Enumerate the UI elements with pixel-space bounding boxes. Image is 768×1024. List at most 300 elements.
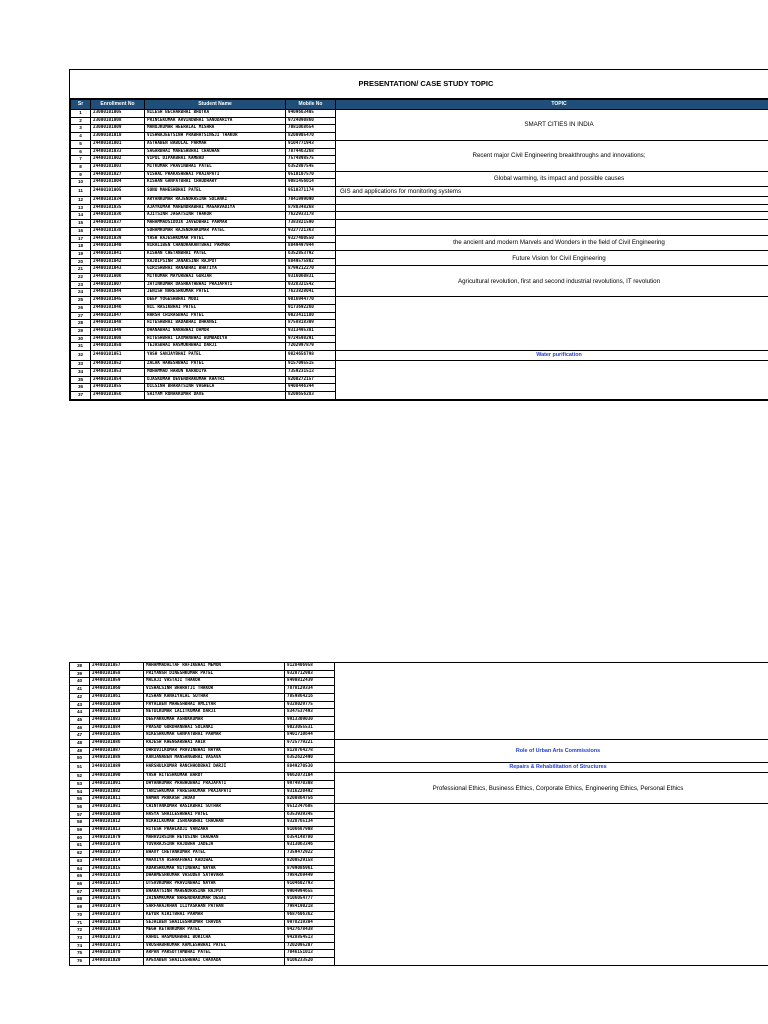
row-student-name: KEYUR KIRITBHAI PARMAR bbox=[144, 911, 285, 919]
row-student-name: PAYALBEN MAHESHBHAI AMLIYAR bbox=[144, 701, 285, 709]
row-sr: 34 bbox=[71, 368, 91, 376]
row-mobile-no: 9724598291 bbox=[286, 335, 336, 343]
row-enrollment-no: 24400101054 bbox=[91, 376, 145, 384]
row-student-name: DEEPAKKUMAR ASHOKKUMAR bbox=[144, 716, 285, 724]
row-enrollment-no: 24400101036 bbox=[91, 212, 145, 220]
row-sr: 48 bbox=[70, 740, 90, 748]
row-student-name: DHANABHAI NANABHAI DAMOR bbox=[145, 327, 286, 335]
row-student-name: SAIYAM RONAKKUMAR DAVE bbox=[145, 391, 286, 399]
topic-cell: Agricultural revolution, first and second industrial revolutions, IT revolution bbox=[336, 266, 768, 297]
row-enrollment-no: 24400101071 bbox=[90, 942, 144, 950]
row-mobile-no: 9512347605 bbox=[285, 803, 335, 811]
topic-cell bbox=[336, 204, 768, 212]
row-mobile-no: 9328321542 bbox=[286, 281, 336, 289]
row-student-name: KISHAN KANAIYALAL SUTHAR bbox=[144, 693, 285, 701]
row-sr: 12 bbox=[71, 197, 91, 205]
row-student-name: DEEP YOGESHBHAI MODI bbox=[145, 297, 286, 305]
row-sr: 55 bbox=[70, 796, 90, 804]
row-enrollment-no: 24400101003 bbox=[91, 163, 145, 171]
row-student-name: SAGARBHAI MAHESHBHAI CHAUHAN bbox=[145, 148, 286, 156]
row-student-name: NIKHILKUMAR ISHVARBHAI CHAUHAN bbox=[144, 819, 285, 827]
row-enrollment-no: 24400101073 bbox=[90, 911, 144, 919]
row-enrollment-no: 24400101014 bbox=[90, 857, 144, 865]
row-enrollment-no: 24400101009 bbox=[90, 701, 144, 709]
row-mobile-no: 7359231513 bbox=[286, 368, 336, 376]
row-student-name: DHYANKUMAR PRABHUBHAI PRAJAPATI bbox=[144, 780, 285, 788]
row-mobile-no: 9023055531 bbox=[285, 724, 335, 732]
row-sr: 20 bbox=[71, 258, 91, 266]
row-student-name: ZALAK HARESHBHAI PATEL bbox=[145, 361, 286, 369]
topic-cell bbox=[336, 297, 768, 351]
row-sr: 17 bbox=[71, 235, 91, 243]
row-student-name: MOHAMMAD HARUN KARADIYA bbox=[145, 368, 286, 376]
table-row bbox=[71, 197, 768, 205]
row-student-name: SEJALBEN SHAILESHKUMAR CHAVDA bbox=[144, 919, 285, 927]
row-mobile-no: 7622933178 bbox=[286, 212, 336, 220]
row-student-name: VISHAL PRAKASHBHAI PRAJAPATI bbox=[145, 171, 286, 179]
table-row bbox=[71, 266, 768, 274]
row-mobile-no: 9904994655 bbox=[285, 888, 335, 896]
sheet-title: PRESENTATION/ CASE STUDY TOPIC bbox=[70, 70, 768, 99]
row-mobile-no: 7383821590 bbox=[286, 220, 336, 228]
topic-cell bbox=[336, 197, 768, 205]
row-mobile-no: 9913309030 bbox=[285, 716, 335, 724]
row-sr: 62 bbox=[70, 850, 90, 858]
row-mobile-no: 8200905470 bbox=[286, 133, 336, 141]
row-mobile-no: 7081068654 bbox=[286, 125, 336, 133]
row-student-name: KANJANABEN MANSANGBHAI VASAVA bbox=[144, 755, 285, 763]
row-sr: 32 bbox=[71, 351, 91, 361]
topic-cell bbox=[336, 212, 768, 220]
row-enrollment-no: 24400101019 bbox=[90, 927, 144, 935]
row-student-name: SARFARAJKHAN ILIYASKHAN PATHAN bbox=[144, 904, 285, 912]
row-sr: 66 bbox=[70, 880, 90, 888]
row-sr: 7 bbox=[71, 156, 91, 164]
row-sr: 18 bbox=[71, 243, 91, 251]
row-sr: 74 bbox=[70, 942, 90, 950]
row-student-name: MITKUMAR MAYURBHAI GURJAR bbox=[145, 274, 286, 282]
row-student-name: HITESHBHAI BADABHAI DHRANGI bbox=[145, 320, 286, 328]
row-enrollment-no: 24400101087 bbox=[90, 747, 144, 755]
row-enrollment-no: 24400101082 bbox=[90, 788, 144, 796]
row-mobile-no: 8128764278 bbox=[285, 747, 335, 755]
row-mobile-no: 7041999090 bbox=[286, 197, 336, 205]
row-mobile-no: 7202095207 bbox=[285, 942, 335, 950]
row-enrollment-no: 24400101075 bbox=[90, 896, 144, 904]
row-sr: 14 bbox=[71, 212, 91, 220]
row-enrollment-no: 24400101010 bbox=[90, 709, 144, 717]
row-sr: 71 bbox=[70, 919, 90, 927]
topic-cell: Professional Ethics, Business Ethics, Corporate Ethics, Engineering Ethics, Personal Ethics bbox=[335, 773, 768, 804]
row-mobile-no: 7878129334 bbox=[285, 686, 335, 694]
row-sr: 13 bbox=[71, 204, 91, 212]
row-sr: 38 bbox=[70, 663, 90, 671]
row-sr: 59 bbox=[70, 827, 90, 835]
row-mobile-no: 9327721363 bbox=[286, 227, 336, 235]
row-enrollment-no: 24400101011 bbox=[90, 796, 144, 804]
row-mobile-no: 8200272157 bbox=[286, 376, 336, 384]
topic-cell: the ancient and modern Marvels and Wonders in the field of Civil Engineering bbox=[336, 235, 768, 250]
row-mobile-no: 7623828041 bbox=[286, 289, 336, 297]
row-enrollment-no: 24400101040 bbox=[91, 243, 145, 251]
row-enrollment-no: 24400101043 bbox=[91, 266, 145, 274]
table-row bbox=[71, 187, 768, 197]
topic-cell: SMART CITIES IN INDIA bbox=[336, 110, 768, 141]
row-enrollment-no: 24400101086 bbox=[90, 740, 144, 748]
row-enrollment-no: 24400101046 bbox=[91, 304, 145, 312]
row-student-name: UTSAVKUMAR PRAVINBHAI NAYAK bbox=[144, 880, 285, 888]
row-student-name: RAJDIPSINH JANAKSINH RAJPUT bbox=[145, 258, 286, 266]
row-student-name: TANISHKUMAR PARESHKUMAR PRAJAPATI bbox=[144, 788, 285, 796]
row-student-name: NIKESHKUMAR GANPATBHAI PARMAR bbox=[144, 732, 285, 740]
row-mobile-no: 6352853792 bbox=[286, 250, 336, 258]
table-row bbox=[71, 220, 768, 228]
row-mobile-no: 9724090860 bbox=[286, 117, 336, 125]
row-student-name: YASH HITESHKUMAR BAROT bbox=[144, 773, 285, 781]
row-enrollment-no: 24400101061 bbox=[90, 693, 144, 701]
row-mobile-no: 9510107570 bbox=[286, 171, 336, 179]
row-enrollment-no: 24400101039 bbox=[91, 235, 145, 243]
row-student-name: CHINTANKUMAR RASIKBHAI SUTHAR bbox=[144, 803, 285, 811]
row-student-name: JATINKUMAR DASHRATHBHAI PRAJAPATI bbox=[145, 281, 286, 289]
row-sr: 30 bbox=[71, 335, 91, 343]
row-student-name: MAHAMMADSIDDIK JAVEDBHAI PARMAR bbox=[145, 220, 286, 228]
table-row bbox=[71, 297, 768, 305]
row-mobile-no: 8849270530 bbox=[285, 763, 335, 773]
row-student-name: MAAVIYA ASHRAFBHAI KADIWAL bbox=[144, 857, 285, 865]
table-row bbox=[70, 763, 768, 773]
row-enrollment-no: 24400101034 bbox=[91, 197, 145, 205]
row-mobile-no: 8347537493 bbox=[285, 709, 335, 717]
row-enrollment-no: 24400101060 bbox=[90, 686, 144, 694]
row-sr: 56 bbox=[70, 803, 90, 811]
row-enrollment-no: 24400101053 bbox=[91, 368, 145, 376]
row-sr: 61 bbox=[70, 842, 90, 850]
table-row bbox=[70, 773, 768, 781]
row-mobile-no: 7574898575 bbox=[286, 156, 336, 164]
topic-cell: Water purification bbox=[336, 351, 768, 361]
row-enrollment-no: 23000101009 bbox=[91, 125, 145, 133]
row-mobile-no: 6352807545 bbox=[286, 163, 336, 171]
row-student-name: HASYA SHAILESHBHAI PATEL bbox=[144, 811, 285, 819]
row-sr: 29 bbox=[71, 327, 91, 335]
row-student-name: MALAJI VASTAJI THAKOR bbox=[144, 678, 285, 686]
row-mobile-no: 8200864756 bbox=[285, 796, 335, 804]
row-enrollment-no: 24400101004 bbox=[91, 179, 145, 187]
row-enrollment-no: 24400101080 bbox=[90, 811, 144, 819]
row-sr: 53 bbox=[70, 780, 90, 788]
row-sr: 46 bbox=[70, 724, 90, 732]
row-mobile-no: 8128406958 bbox=[285, 663, 335, 671]
row-student-name: YUVARAJSINH RAJUBHA JADEJA bbox=[144, 842, 285, 850]
row-mobile-no: 7859864216 bbox=[285, 693, 335, 701]
topic-cell: Role of Urban Arts Commissions bbox=[335, 740, 768, 763]
row-student-name: MEGH KETANKUMAR PATEL bbox=[144, 927, 285, 935]
row-mobile-no: 8490812439 bbox=[285, 678, 335, 686]
row-student-name: OJASKUMAR DEVENDRAKUMAR KHATRI bbox=[145, 376, 286, 384]
row-mobile-no: 6353939345 bbox=[285, 811, 335, 819]
row-enrollment-no: 24400101055 bbox=[91, 384, 145, 392]
row-mobile-no: 9408446344 bbox=[286, 384, 336, 392]
row-sr: 11 bbox=[71, 187, 91, 197]
row-enrollment-no: 24400101058 bbox=[90, 670, 144, 678]
row-student-name: NETULKUMAR LALITKUMAR DARJI bbox=[144, 709, 285, 717]
header-enrollment: Enrollment No bbox=[91, 100, 145, 110]
row-mobile-no: 9328712903 bbox=[285, 670, 335, 678]
row-sr: 23 bbox=[71, 281, 91, 289]
row-mobile-no: 9662073104 bbox=[285, 773, 335, 781]
topic-sheet-page-1 bbox=[69, 69, 768, 401]
row-enrollment-no: 24400101051 bbox=[91, 351, 145, 361]
row-mobile-no: 7202997879 bbox=[286, 343, 336, 351]
row-enrollment-no: 24400101047 bbox=[91, 312, 145, 320]
row-enrollment-no: 24400101049 bbox=[91, 327, 145, 335]
row-student-name: HARSHULKUMAR RANCHHODBHAI DARJI bbox=[144, 763, 285, 773]
row-student-name: NIRALIBEN CHANDRAKANTBHAI PARMAR bbox=[145, 243, 286, 251]
row-sr: 35 bbox=[71, 376, 91, 384]
row-mobile-no: 7984269449 bbox=[285, 873, 335, 881]
table-row bbox=[71, 171, 768, 179]
row-student-name: NIL RASIKBHAI PATEL bbox=[145, 304, 286, 312]
row-sr: 60 bbox=[70, 834, 90, 842]
row-sr: 58 bbox=[70, 819, 90, 827]
row-sr: 57 bbox=[70, 811, 90, 819]
row-enrollment-no: 24400101033 bbox=[91, 148, 145, 156]
row-student-name: HARSH CHIRAGBHAI PATEL bbox=[145, 312, 286, 320]
row-enrollment-no: 24400101057 bbox=[90, 663, 144, 671]
row-sr: 1 bbox=[71, 110, 91, 118]
row-sr: 68 bbox=[70, 896, 90, 904]
row-sr: 64 bbox=[70, 865, 90, 873]
topic-cell: GIS and applications for monitoring systems bbox=[336, 187, 768, 197]
row-sr: 69 bbox=[70, 904, 90, 912]
row-mobile-no: 7046151013 bbox=[285, 950, 335, 958]
row-student-name: VIPUL DIPAKBHAI KAMBAD bbox=[145, 156, 286, 164]
row-mobile-no: 9173692260 bbox=[286, 304, 336, 312]
row-mobile-no: 8200529158 bbox=[285, 857, 335, 865]
row-sr: 43 bbox=[70, 701, 90, 709]
row-sr: 76 bbox=[70, 958, 90, 966]
row-mobile-no: 9316060831 bbox=[286, 274, 336, 282]
row-enrollment-no: 23000101005 bbox=[91, 110, 145, 118]
row-enrollment-no: 24400101056 bbox=[91, 391, 145, 399]
row-student-name: ARPAN PARSOTTAMBHAI PATEL bbox=[144, 950, 285, 958]
row-sr: 19 bbox=[71, 250, 91, 258]
row-sr: 6 bbox=[71, 148, 91, 156]
row-student-name: DILSINH BHARATSINH VAGHELA bbox=[145, 384, 286, 392]
row-sr: 25 bbox=[71, 297, 91, 305]
row-enrollment-no: 24400101041 bbox=[91, 250, 145, 258]
row-sr: 37 bbox=[71, 391, 91, 399]
row-mobile-no: 7359472922 bbox=[285, 850, 335, 858]
row-mobile-no: 6354148780 bbox=[285, 834, 335, 842]
student-topic-table bbox=[70, 99, 768, 400]
row-student-name: YASH SANJAYBHAI PATEL bbox=[145, 351, 286, 361]
row-student-name: HITESHBHAI LAXMANBHAI BUMBADIYA bbox=[145, 335, 286, 343]
row-enrollment-no: 24400101005 bbox=[91, 187, 145, 197]
table-row bbox=[71, 212, 768, 220]
row-enrollment-no: 24400101052 bbox=[91, 361, 145, 369]
row-mobile-no: 9687606362 bbox=[285, 911, 335, 919]
row-mobile-no: 6352622490 bbox=[285, 755, 335, 763]
row-mobile-no: 9016944770 bbox=[286, 297, 336, 305]
row-enrollment-no: 23000101008 bbox=[91, 117, 145, 125]
row-mobile-no: 9824656798 bbox=[286, 351, 336, 361]
row-enrollment-no: 24400101089 bbox=[90, 763, 144, 773]
table-row bbox=[70, 740, 768, 748]
row-mobile-no: 9428854513 bbox=[285, 934, 335, 942]
row-mobile-no: 8799212270 bbox=[286, 266, 336, 274]
row-enrollment-no: 24400101008 bbox=[91, 335, 145, 343]
row-enrollment-no: 24400101017 bbox=[90, 880, 144, 888]
row-student-name: ASTHABEN BABULAL PARMAR bbox=[145, 140, 286, 148]
row-mobile-no: 9104771943 bbox=[286, 140, 336, 148]
row-enrollment-no: 24400101070 bbox=[90, 950, 144, 958]
row-sr: 16 bbox=[71, 227, 91, 235]
topic-cell bbox=[335, 803, 768, 965]
row-sr: 70 bbox=[70, 911, 90, 919]
row-mobile-no: 7984190218 bbox=[285, 904, 335, 912]
row-mobile-no: 9427678438 bbox=[285, 927, 335, 935]
topic-cell bbox=[335, 663, 768, 740]
row-student-name: SONU MAHESHBHAI PATEL bbox=[145, 187, 286, 197]
row-enrollment-no: 24400101079 bbox=[90, 834, 144, 842]
row-student-name: YASH RAJESHKUMAR PATEL bbox=[145, 235, 286, 243]
row-sr: 75 bbox=[70, 950, 90, 958]
row-sr: 31 bbox=[71, 343, 91, 351]
row-mobile-no: 9974970308 bbox=[285, 780, 335, 788]
row-enrollment-no: 24400101088 bbox=[90, 755, 144, 763]
row-sr: 21 bbox=[71, 266, 91, 274]
row-enrollment-no: 24400101002 bbox=[91, 156, 145, 164]
row-mobile-no: 9510371174 bbox=[286, 187, 336, 197]
row-sr: 41 bbox=[70, 686, 90, 694]
topic-cell: Recent major Civil Engineering breakthroughs and innovations; bbox=[336, 140, 768, 171]
row-enrollment-no: 24400101074 bbox=[90, 904, 144, 912]
row-mobile-no: 9157095515 bbox=[286, 361, 336, 369]
header-topic: TOPIC bbox=[336, 100, 768, 110]
row-sr: 15 bbox=[71, 220, 91, 228]
row-sr: 49 bbox=[70, 747, 90, 755]
header-sr: Sr bbox=[71, 100, 91, 110]
row-sr: 45 bbox=[70, 716, 90, 724]
row-student-name: SOHAMKUMAR RAJENDRAKUMAR PATEL bbox=[145, 227, 286, 235]
row-sr: 22 bbox=[71, 274, 91, 282]
row-enrollment-no: 24400101037 bbox=[91, 220, 145, 228]
row-mobile-no: 9725779221 bbox=[285, 740, 335, 748]
row-student-name: JAINAMKUMAR NARENDRAKUMAR DESAI bbox=[144, 896, 285, 904]
row-student-name: MITKUMAR PRAVINBHAI PATEL bbox=[145, 163, 286, 171]
row-sr: 52 bbox=[70, 773, 90, 781]
row-sr: 44 bbox=[70, 709, 90, 717]
row-student-name: VISHWAJEETSINH PRABHATSINGJI THAKOR bbox=[145, 133, 286, 141]
row-enrollment-no: 24400101050 bbox=[91, 343, 145, 351]
row-mobile-no: 9081456014 bbox=[286, 179, 336, 187]
row-sr: 51 bbox=[70, 763, 90, 773]
topic-cell bbox=[336, 220, 768, 235]
row-mobile-no: 8758818309 bbox=[286, 320, 336, 328]
topic-cell: Global warming, its impact and possible causes bbox=[336, 171, 768, 186]
row-enrollment-no: 24400101044 bbox=[91, 289, 145, 297]
table-row bbox=[70, 663, 768, 671]
table-row bbox=[71, 110, 768, 118]
row-sr: 36 bbox=[71, 384, 91, 392]
row-enrollment-no: 24400101081 bbox=[90, 803, 144, 811]
row-mobile-no: 9328029775 bbox=[285, 701, 335, 709]
topic-sheet-page-2 bbox=[69, 662, 768, 966]
row-student-name: DHARMESHKUMAR VASUDEV SATHVARA bbox=[144, 873, 285, 881]
row-enrollment-no: 24400101015 bbox=[90, 865, 144, 873]
header-mobile: Mobile No bbox=[286, 100, 336, 110]
row-enrollment-no: 24400101027 bbox=[91, 171, 145, 179]
row-sr: 54 bbox=[70, 788, 90, 796]
topic-cell: Repairs & Rehabilitation of Structures bbox=[335, 763, 768, 773]
row-sr: 39 bbox=[70, 670, 90, 678]
row-mobile-no: 9328765134 bbox=[285, 819, 335, 827]
row-sr: 72 bbox=[70, 927, 90, 935]
row-student-name: APEXABEN SHAILESHBHAI CHAVADA bbox=[144, 958, 285, 966]
row-mobile-no: 9313063346 bbox=[285, 842, 335, 850]
row-enrollment-no: 23000101010 bbox=[91, 133, 145, 141]
row-enrollment-no: 24400101059 bbox=[90, 678, 144, 686]
row-student-name: PRASAD GORDHANBHAI SOLANKI bbox=[144, 724, 285, 732]
row-student-name: JENISH NARESHKUMAR PATEL bbox=[145, 289, 286, 297]
row-sr: 8 bbox=[71, 163, 91, 171]
row-mobile-no: 8401710644 bbox=[285, 732, 335, 740]
topic-cell: Future Vision for Civil Engineering bbox=[336, 250, 768, 265]
row-enrollment-no: 24400101001 bbox=[91, 140, 145, 148]
row-sr: 65 bbox=[70, 873, 90, 881]
row-enrollment-no: 24400101006 bbox=[91, 274, 145, 282]
row-enrollment-no: 24400101072 bbox=[90, 934, 144, 942]
row-sr: 50 bbox=[70, 755, 90, 763]
student-topic-table-continued bbox=[69, 662, 768, 966]
table-row bbox=[71, 351, 768, 361]
row-enrollment-no: 24400101018 bbox=[90, 919, 144, 927]
row-enrollment-no: 24400101083 bbox=[90, 716, 144, 724]
row-mobile-no: 9023411180 bbox=[286, 312, 336, 320]
row-student-name: MANOJKUMAR HEERALAL MISHRA bbox=[145, 125, 286, 133]
row-student-name: KISHAN CHETANBHAI PATEL bbox=[145, 250, 286, 258]
row-enrollment-no: 24400101091 bbox=[90, 780, 144, 788]
table-row bbox=[71, 235, 768, 243]
topic-cell bbox=[336, 361, 768, 400]
row-student-name: HITESH PRAHLADJI VANZARA bbox=[144, 827, 285, 835]
row-student-name: ARYANKUMAR RAJENDRASINH SOLANKI bbox=[145, 197, 286, 205]
table-row bbox=[71, 140, 768, 148]
row-student-name: TEJASBHAI HASMUKHBHAI DARJI bbox=[145, 343, 286, 351]
row-sr: 73 bbox=[70, 934, 90, 942]
row-sr: 47 bbox=[70, 732, 90, 740]
row-enrollment-no: 24400101084 bbox=[90, 724, 144, 732]
row-mobile-no: 9106054777 bbox=[285, 896, 335, 904]
row-mobile-no: 8849575802 bbox=[286, 258, 336, 266]
row-enrollment-no: 24400101012 bbox=[90, 819, 144, 827]
row-enrollment-no: 24400101020 bbox=[90, 958, 144, 966]
row-enrollment-no: 24400101016 bbox=[90, 873, 144, 881]
row-enrollment-no: 24400101085 bbox=[90, 732, 144, 740]
row-mobile-no: 9409663405 bbox=[286, 110, 336, 118]
row-student-name: AJAYKUMAR MAHENDRABHAI MAGARVADIYA bbox=[145, 204, 286, 212]
table-row bbox=[71, 361, 768, 369]
row-mobile-no: 9106233520 bbox=[285, 958, 335, 966]
row-student-name: PRIYANSH DINESHKUMAR PATEL bbox=[144, 670, 285, 678]
row-sr: 63 bbox=[70, 857, 90, 865]
row-student-name: RAJESH KHENGARBHAI AHIR bbox=[144, 740, 285, 748]
row-sr: 40 bbox=[70, 678, 90, 686]
row-sr: 2 bbox=[71, 117, 91, 125]
row-mobile-no: 9327400550 bbox=[286, 235, 336, 243]
